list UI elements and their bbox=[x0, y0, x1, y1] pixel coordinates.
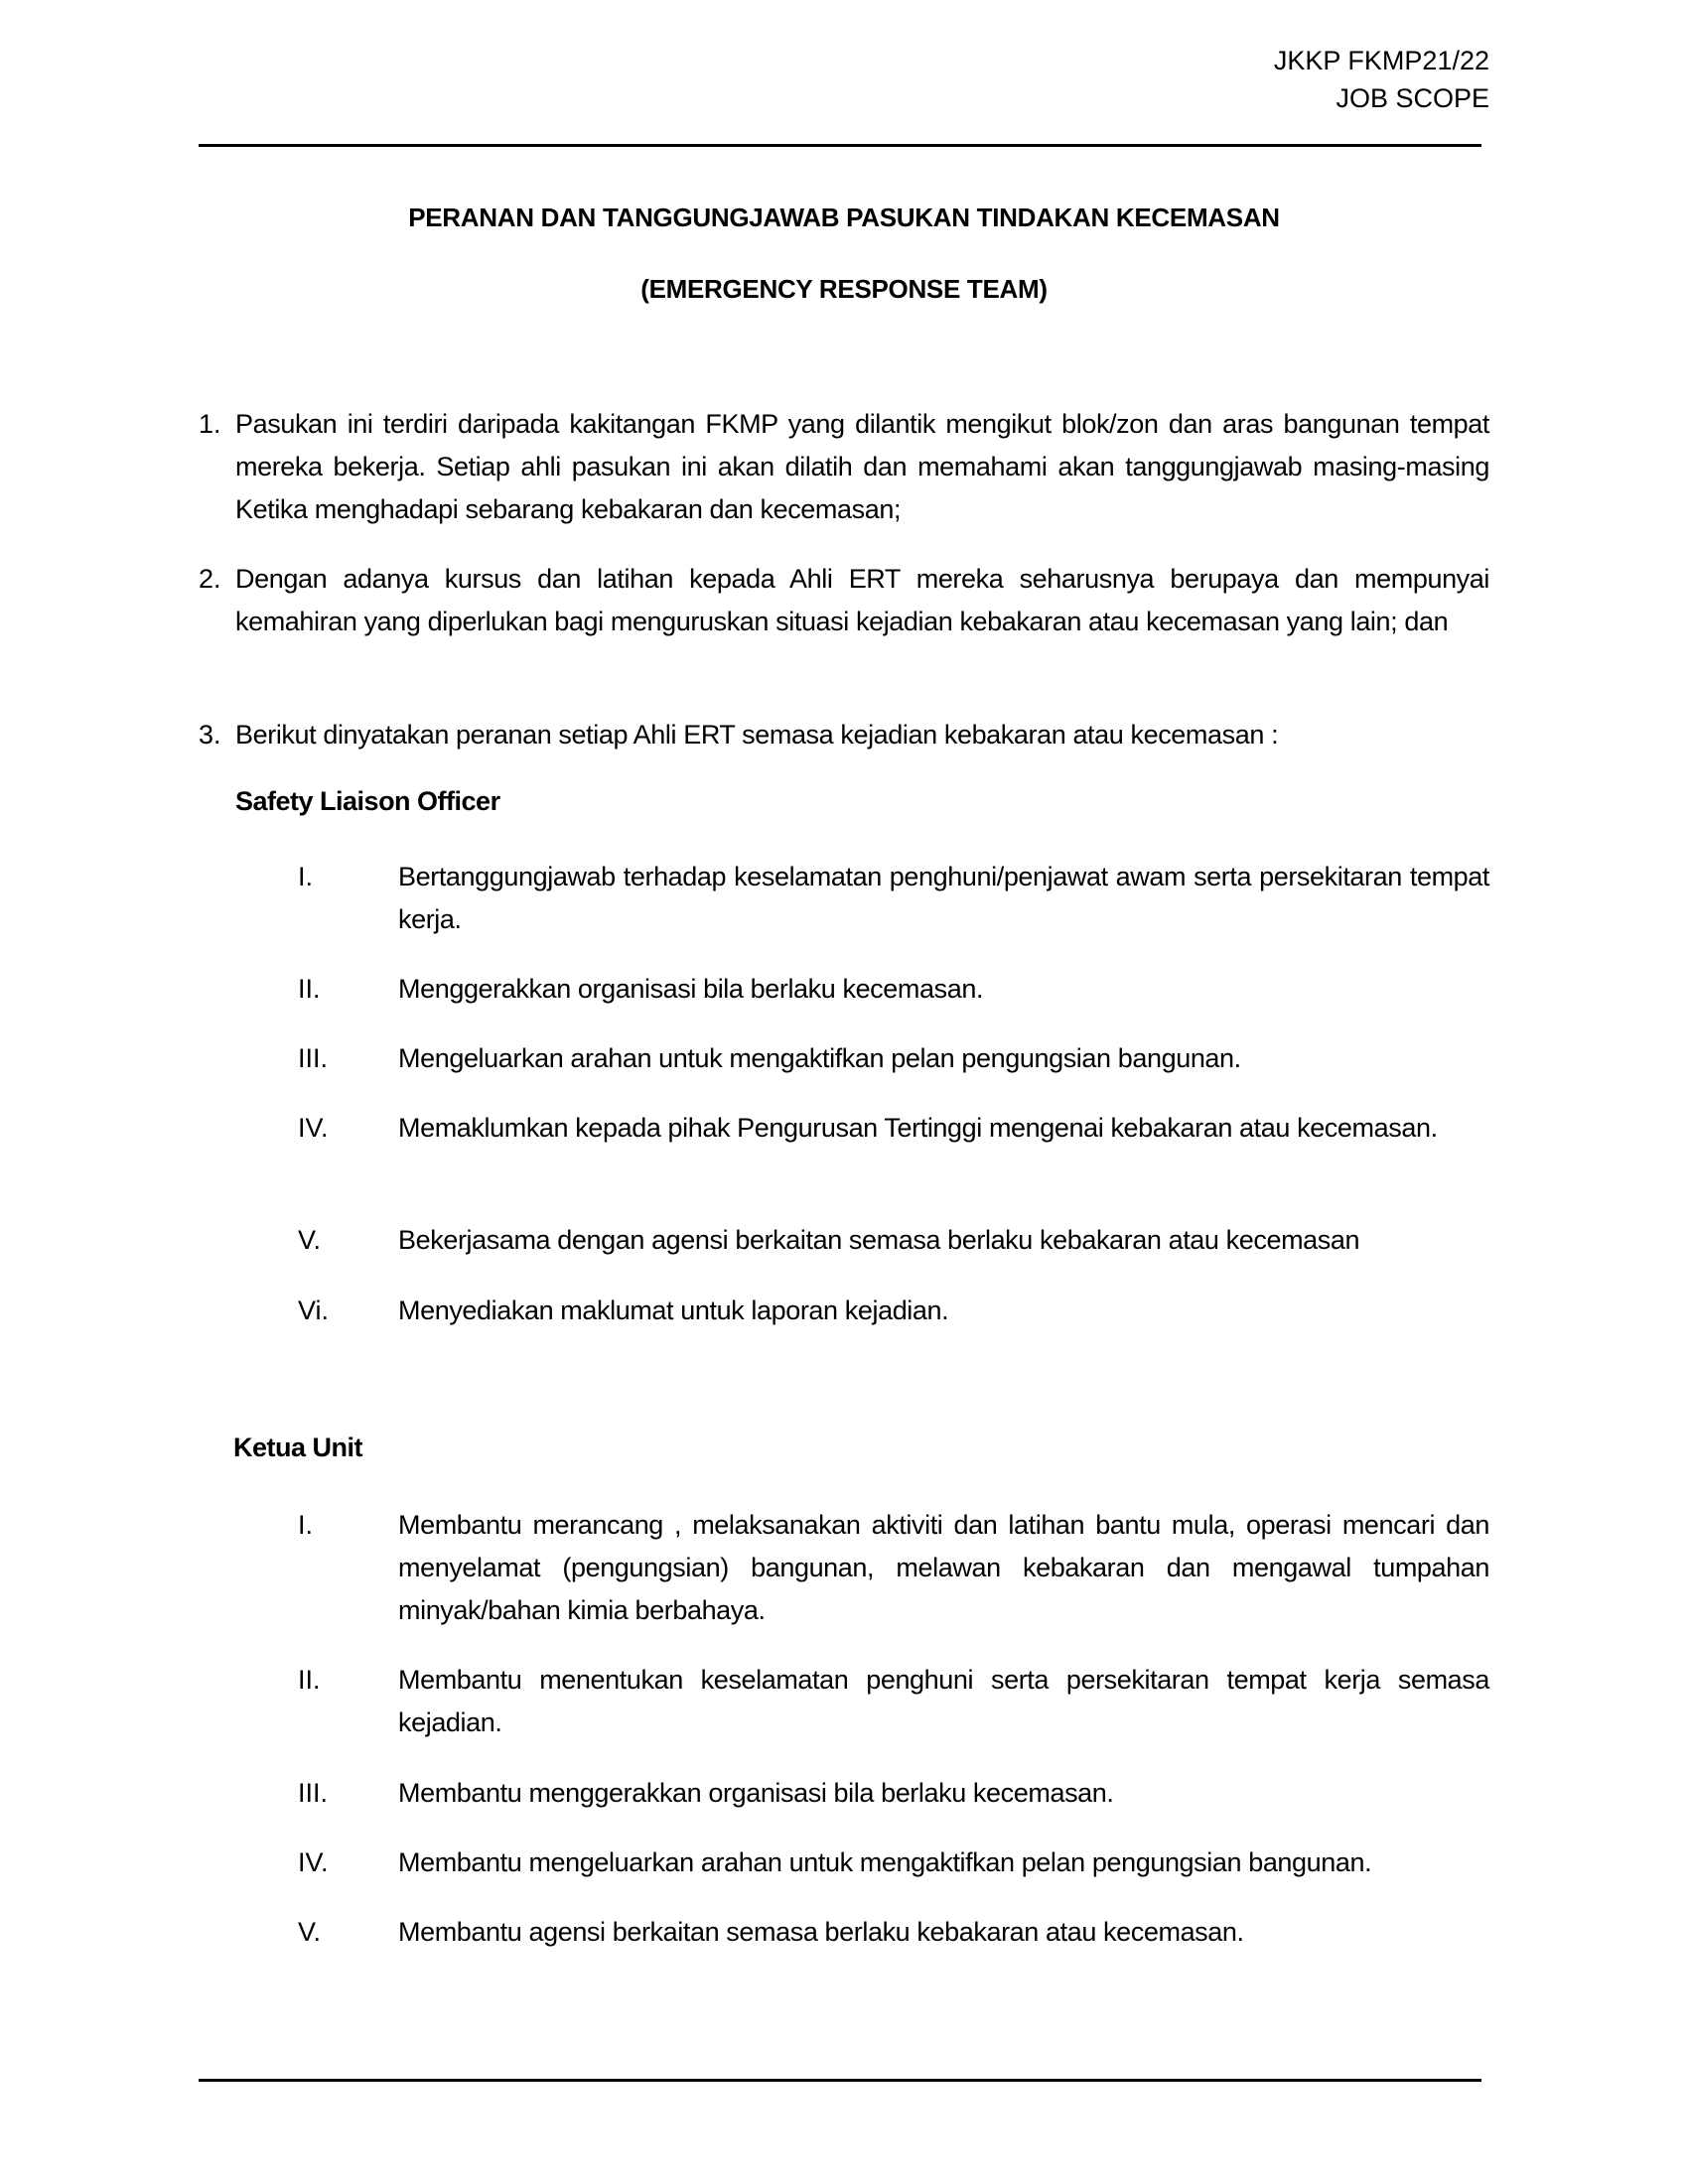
paragraph-text: Berikut dinyatakan peranan setiap Ahli ERT semasa kejadian kebakaran atau kecemasan : bbox=[235, 720, 1279, 750]
list-item-text: Menyediakan maklumat untuk laporan kejadian. bbox=[398, 1296, 949, 1325]
list-item-text: Bekerjasama dengan agensi berkaitan semasa berlaku kebakaran atau kecemasan bbox=[398, 1225, 1360, 1255]
roman-numeral: I. bbox=[298, 1510, 314, 1540]
list-item-text: Membantu agensi berkaitan semasa berlaku kebakaran atau kecemasan. bbox=[398, 1917, 1244, 1947]
paragraph-text: Dengan adanya kursus dan latihan kepada Ahli ERT mereka seharusnya berupaya dan mempunyai kemahiran yang diperlukan bagi menguruskan situasi kejadian kebakaran atau kecemasan yang lain; dan bbox=[235, 564, 1489, 636]
document-title: PERANAN DAN TANGGUNGJAWAB PASUKAN TINDAKAN KECEMASAN bbox=[408, 203, 1280, 232]
roman-numeral: II. bbox=[298, 974, 321, 1004]
list-item bbox=[298, 1842, 1489, 1884]
paragraph-text: Pasukan ini terdiri daripada kakitangan FKMP yang dilantik mengikut blok/zon dan aras bangunan tempat mereka bekerja. Setiap ahli pasukan ini akan dilatih dan memahami akan tanggungjawab masing-masing Ketika menghadapi sebarang kebakaran dan kecemasan; bbox=[235, 409, 1489, 524]
roman-numeral: IV. bbox=[298, 1847, 329, 1877]
roman-numeral: I. bbox=[298, 862, 314, 891]
document-reference bbox=[1274, 42, 1489, 117]
paragraph-number: 2. bbox=[199, 564, 221, 594]
header-divider bbox=[199, 144, 1481, 147]
list-item-text: Bertanggungjawab terhadap keselamatan penghuni/penjawat awam serta persekitaran tempat kerja. bbox=[398, 862, 1489, 934]
paragraph-3 bbox=[199, 714, 1489, 756]
list-item-text: Membantu merancang , melaksanakan aktiviti dan latihan bantu mula, operasi mencari dan menyelamat (pengungsian) bangunan, melawan kebakaran dan mengawal tumpahan minyak/bahan kimia berbahaya. bbox=[398, 1510, 1489, 1625]
list-item bbox=[298, 1659, 1489, 1744]
roman-numeral: III. bbox=[298, 1043, 329, 1073]
list-item-text: Membantu menggerakkan organisasi bila berlaku kecemasan. bbox=[398, 1778, 1114, 1808]
list-item-text: Memaklumkan kepada pihak Pengurusan Tertinggi mengenai kebakaran atau kecemasan. bbox=[398, 1113, 1438, 1143]
list-item-text: Mengeluarkan arahan untuk mengaktifkan pelan pengungsian bangunan. bbox=[398, 1043, 1241, 1073]
list-item bbox=[298, 968, 1489, 1011]
paragraph-number: 3. bbox=[199, 720, 221, 750]
list-item-text: Menggerakkan organisasi bila berlaku kecemasan. bbox=[398, 974, 984, 1004]
roman-numeral: V. bbox=[298, 1225, 322, 1255]
list-item bbox=[298, 1290, 1489, 1332]
list-item-text: Membantu mengeluarkan arahan untuk mengaktifkan pelan pengungsian bangunan. bbox=[398, 1847, 1372, 1877]
section-heading-safety-liaison-officer: Safety Liaison Officer bbox=[235, 786, 500, 816]
list-item bbox=[298, 1107, 1489, 1150]
list-item-text: Membantu menentukan keselamatan penghuni serta persekitaran tempat kerja semasa kejadian. bbox=[398, 1665, 1489, 1737]
list-item bbox=[298, 1037, 1489, 1080]
paragraph-number: 1. bbox=[199, 409, 221, 439]
list-item bbox=[298, 1772, 1489, 1815]
roman-numeral: V. bbox=[298, 1917, 322, 1947]
reference-code: JKKP FKMP21/22 bbox=[1273, 46, 1489, 75]
list-item bbox=[298, 856, 1489, 941]
reference-label: JOB SCOPE bbox=[1336, 83, 1489, 113]
roman-numeral: II. bbox=[298, 1665, 321, 1695]
roman-numeral: III. bbox=[298, 1778, 329, 1808]
paragraph-1 bbox=[199, 403, 1489, 531]
roman-numeral: Vi. bbox=[298, 1296, 330, 1325]
section-heading-ketua-unit: Ketua Unit bbox=[233, 1433, 362, 1462]
document-subtitle: (EMERGENCY RESPONSE TEAM) bbox=[640, 274, 1048, 304]
footer-divider bbox=[199, 2079, 1481, 2082]
list-item bbox=[298, 1504, 1489, 1632]
paragraph-2 bbox=[199, 558, 1489, 643]
list-item bbox=[298, 1219, 1489, 1262]
roman-numeral: IV. bbox=[298, 1113, 329, 1143]
list-item bbox=[298, 1911, 1489, 1954]
